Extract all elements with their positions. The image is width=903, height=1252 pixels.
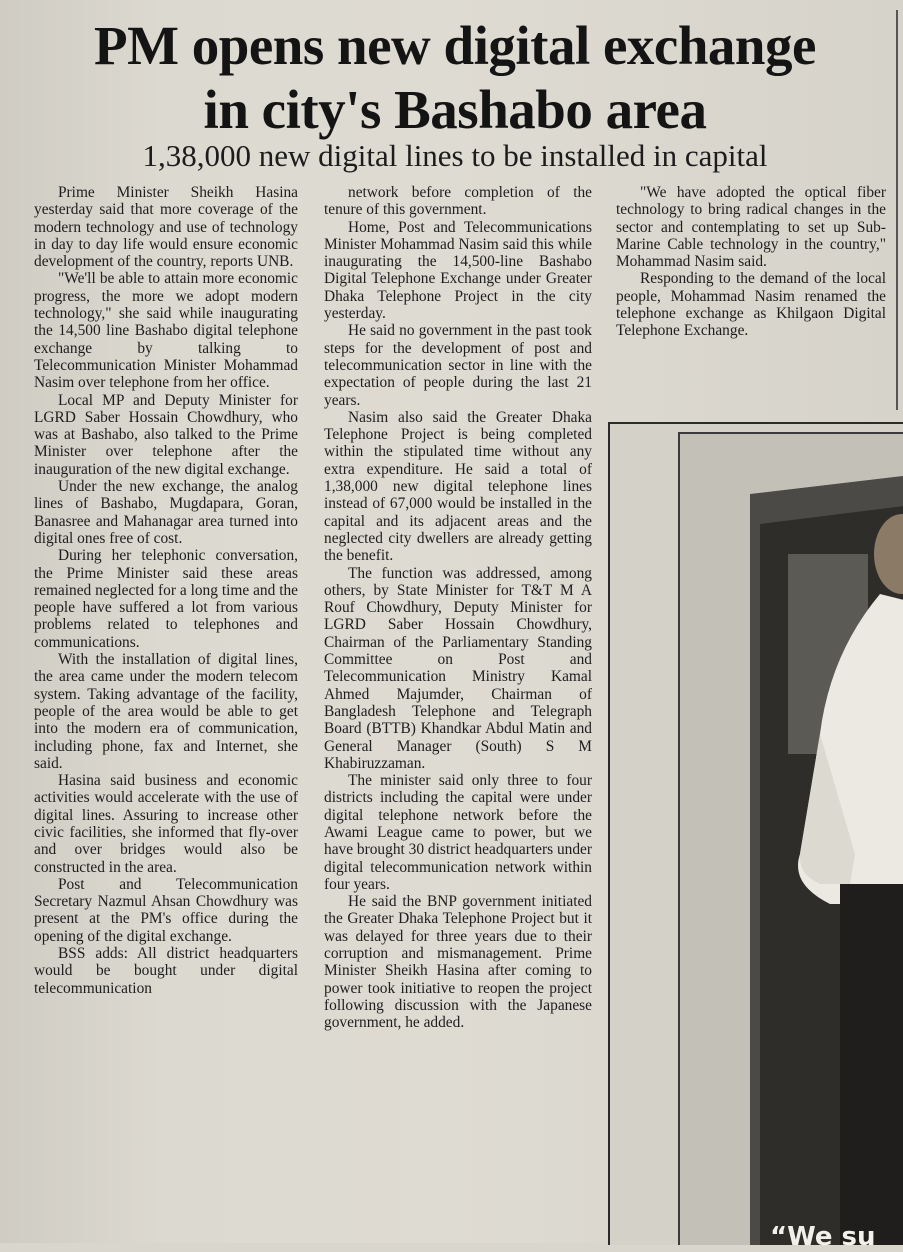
article-paragraph: Prime Minister Sheikh Hasina yesterday said that more coverage of the modern technology and use of technology in day to day life would ensure economic development of the country, reports UNB. bbox=[34, 184, 298, 271]
article-paragraph: He said the BNP government initiated the Greater Dhaka Telephone Project but it was delayed for three years due to their corruption and mismanagement. Prime Minister Sheikh Hasina after coming to power took initiative to reopen the project following discussion with the Japanese government, he added. bbox=[324, 893, 592, 1032]
article-paragraph: He said no government in the past took steps for the development of post and telecommunication sector in line with the expectation of people during the last 21 years. bbox=[324, 322, 592, 409]
headline-line-1: PM opens new digital exchange bbox=[94, 15, 816, 76]
article-paragraph: Under the new exchange, the analog lines of Bashabo, Mugdapara, Goran, Banasree and Mahanagar area turned into digital ones free of cost. bbox=[34, 478, 298, 547]
article-paragraph: Home, Post and Telecommunications Minister Mohammad Nasim said this while inaugurating the 14,500-line Bashabo Digital Telephone Exchange under Greater Dhaka Telephone Project in the city yesterday. bbox=[324, 218, 592, 323]
article-column-3 bbox=[616, 184, 886, 340]
headline-line-2: in city's Bashabo area bbox=[203, 79, 707, 140]
article-paragraph: Hasina said business and economic activities would accelerate with the use of digital lines. Assuring to increase other civic facilities, she informed that fly-over and over bridges would also be constructed in the area. bbox=[34, 772, 298, 876]
article-paragraph: The function was addressed, among others, by State Minister for T&T M A Rouf Chowdhury, Deputy Minister for LGRD Saber Hossain Chowdhury, Chairman of the Parliamentary Standing Committee on Post and Telecommunication Ministry Kamal Ahmed Majumder, Chairman of Bangladesh Telephone and Telegraph Board (BTTB) Khandkar Abdul Matin and General Manager (South) S M Khabiruzzaman. bbox=[324, 564, 592, 772]
article-paragraph: "We'll be able to attain more economic progress, the more we adopt modern technology," she said while inaugurating the 14,500 line Bashabo digital telephone exchange by talking to Telecommunication Minister Mohammad Nasim over telephone from her office. bbox=[34, 270, 298, 392]
photo-illustration bbox=[680, 434, 903, 1245]
article-paragraph: Local MP and Deputy Minister for LGRD Saber Hossain Chowdhury, who was at Bashabo, also talked to the Prime Minister over telephone after the inauguration of the new digital exchange. bbox=[34, 391, 298, 478]
article-column-1 bbox=[34, 184, 298, 997]
article-paragraph: BSS adds: All district headquarters would be bought under digital telecommunication bbox=[34, 945, 298, 997]
previous-article-edge bbox=[0, 0, 903, 14]
article-paragraph: During her telephonic conversation, the Prime Minister said these areas remained neglected for a long time and the people have suffered a lot from various problems related to telephones and communications. bbox=[34, 547, 298, 651]
article-paragraph: The minister said only three to four districts including the capital were under digital telephone network before the Awami League came to power, but we have brought 30 district headquarters under digital telecommunication network within four years. bbox=[324, 772, 592, 893]
article-paragraph: Post and Telecommunication Secretary Nazmul Ahsan Chowdhury was present at the PM's office during the opening of the digital exchange. bbox=[34, 875, 298, 945]
article-paragraph: With the installation of digital lines, the area came under the modern telecom system. Taking advantage of the facility, people of the area would be able to get into the modern era of communication, including phone, fax and Internet, she said. bbox=[34, 651, 298, 772]
article-column-2 bbox=[324, 184, 592, 1032]
headline bbox=[20, 14, 890, 142]
pull-quote-fragment: “We su bbox=[770, 1222, 876, 1252]
subheadline: 1,38,000 new digital lines to be installed in capital bbox=[142, 138, 768, 173]
column-rule bbox=[896, 10, 898, 410]
article-paragraph: Responding to the demand of the local people, Mohammad Nasim renamed the telephone exchange as Khilgaon Digital Telephone Exchange. bbox=[616, 270, 886, 340]
photo-box bbox=[608, 422, 903, 1245]
article-paragraph: Nasim also said the Greater Dhaka Telephone Project is being completed within the stipulated time without any extra expenditure. He said a total of 1,38,000 new digital telephone lines instead of 67,000 would be installed in the capital and its adjacent areas and the neglected city dwellers are already getting the benefit. bbox=[324, 408, 592, 565]
article-paragraph: "We have adopted the optical fiber technology to bring radical changes in the sector and contemplating to set up Sub-Marine Cable technology in the country," Mohammad Nasim said. bbox=[616, 184, 886, 271]
photo bbox=[678, 432, 903, 1245]
article-paragraph: network before completion of the tenure of this government. bbox=[324, 184, 592, 219]
